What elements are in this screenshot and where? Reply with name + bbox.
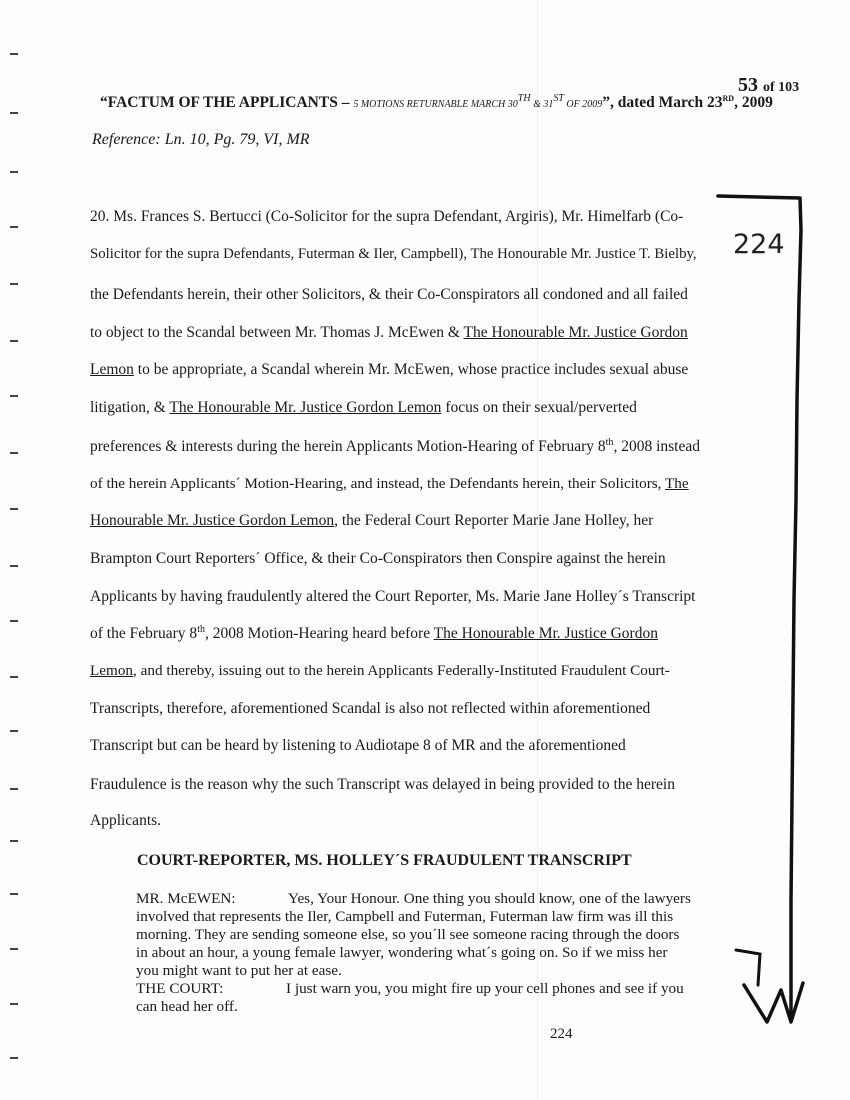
transcript-line: can head her off. — [136, 998, 238, 1015]
transcript-line: in about an hour, a young female lawyer, wondering what´s going on. So if we miss her — [136, 944, 668, 961]
paragraph-line: Applicants. — [90, 812, 162, 829]
paragraph-line: litigation, & The Honourable Mr. Justice Gordon Lemon focus on their sexual/perverted — [90, 399, 637, 416]
document-header-title: “FACTUM OF THE APPLICANTS – 5 MOTIONS RETURNABLE MARCH 30TH & 31ST OF 2009”, dated March 23RD, 2009 — [100, 93, 773, 112]
paragraph-line: Applicants by having fraudulently altered the Court Reporter, Ms. Marie Jane Holley´s Transcript — [90, 588, 696, 605]
paragraph-line: Brampton Court Reporters´ Office, & their Co-Conspirators then Conspire against the herein — [90, 550, 666, 567]
transcript-line: THE COURT: I just warn you, you might fire up your cell phones and see if you — [136, 980, 684, 997]
footer-page-number: 224 — [550, 1026, 573, 1042]
transcript-line: MR. McEWEN: Yes, Your Honour. One thing you should know, one of the lawyers — [136, 890, 691, 907]
paragraph-line: Lemon, and thereby, issuing out to the herein Applicants Federally-Instituted Fraudulent Court- — [90, 662, 670, 679]
transcript-line: morning. They are sending someone else, so you´ll see someone racing through the doors — [136, 926, 680, 943]
paragraph-line: to object to the Scandal between Mr. Thomas J. McEwen & The Honourable Mr. Justice Gordon — [90, 324, 688, 341]
speaker-label: THE COURT: — [136, 980, 224, 997]
paragraph-line: Transcript but can be heard by listening to Audiotape 8 of MR and the aforementioned — [90, 737, 626, 754]
handwritten-page-number: 224 — [733, 229, 785, 260]
paragraph-line: Solicitor for the supra Defendants, Futerman & Iler, Campbell), The Honourable Mr. Justice T. Bielby, — [90, 246, 697, 262]
paragraph-line: preferences & interests during the herein Applicants Motion-Hearing of February 8th, 2008 instead — [90, 437, 700, 456]
transcript-line: involved that represents the Iler, Campbell and Futerman, Futerman law firm was ill this — [136, 908, 674, 925]
paragraph-line: Transcripts, therefore, aforementioned Scandal is also not reflected within aforementioned — [90, 700, 651, 717]
paragraph-line: Honourable Mr. Justice Gordon Lemon, the Federal Court Reporter Marie Jane Holley, her — [90, 512, 654, 529]
paragraph-line: Fraudulence is the reason why the such Transcript was delayed in being provided to the herein — [90, 776, 675, 793]
paragraph-line: of the herein Applicants´ Motion-Hearing, and instead, the Defendants herein, their Solicitors, The — [90, 475, 689, 492]
paragraph-line: 20. Ms. Frances S. Bertucci (Co-Solicitor for the supra Defendant, Argiris), Mr. Himelfarb (Co- — [90, 208, 684, 225]
paragraph-line: Lemon to be appropriate, a Scandal wherein Mr. McEwen, whose practice includes sexual abuse — [90, 361, 689, 378]
reference-line: Reference: Ln. 10, Pg. 79, VI, MR — [92, 131, 310, 148]
section-heading: COURT-REPORTER, MS. HOLLEY´S FRAUDULENT TRANSCRIPT — [137, 852, 632, 869]
transcript-line: you might want to put her at ease. — [136, 962, 342, 979]
speaker-label: MR. McEWEN: — [136, 890, 236, 907]
page-number: 53 of 103 — [738, 74, 800, 96]
paragraph-line: of the February 8th, 2008 Motion-Hearing heard before The Honourable Mr. Justice Gordon — [90, 624, 658, 643]
paragraph-line: the Defendants herein, their other Solicitors, & their Co-Conspirators all condoned and all failed — [90, 286, 688, 303]
